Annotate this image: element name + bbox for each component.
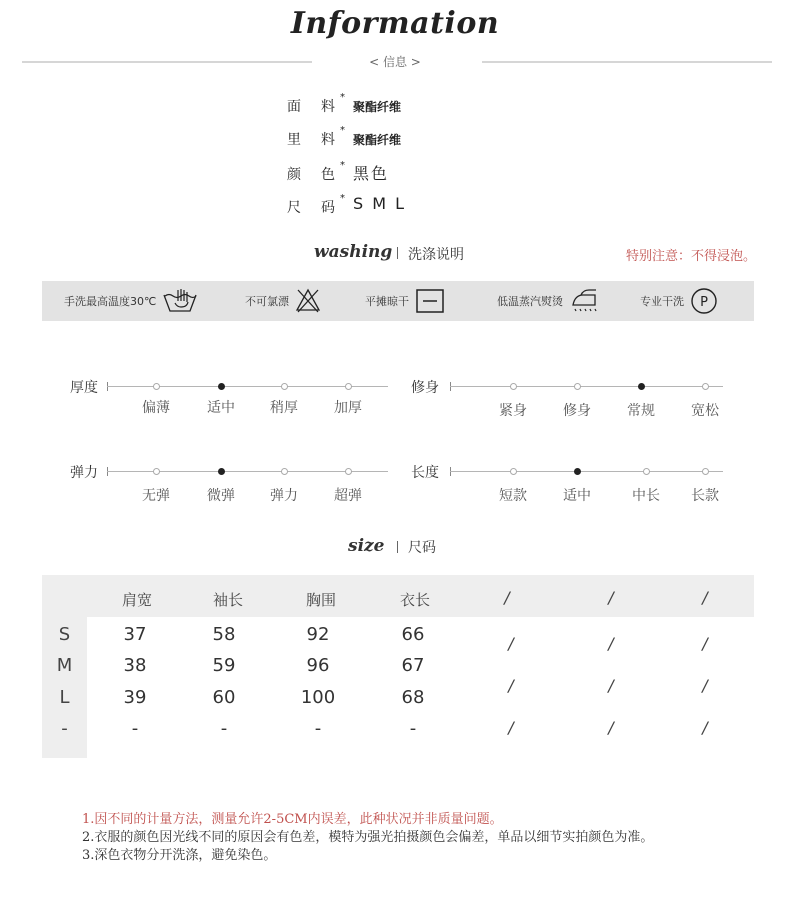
scale-option-label: 中长 <box>632 488 660 504</box>
scale-dot <box>281 383 288 390</box>
size-slash-cell: / <box>608 718 614 737</box>
spec-star: * <box>340 92 345 103</box>
footnote-2: 2.衣服的颜色因光线不同的原因会有色差，模特为强光拍摄颜色会偏差，单品以细节实拍颜色为准。 <box>82 830 654 845</box>
size-header-cell: 肩宽 <box>121 591 152 609</box>
size-header-cell: / <box>608 588 614 607</box>
scale-dot-selected <box>574 468 581 475</box>
page-subtitle: < 信息 > <box>369 55 421 69</box>
care-item-handwash <box>64 281 198 321</box>
washing-warning-note: 特别注意：不得浸泡。 <box>626 249 757 264</box>
spec-key-char2: 码 <box>321 200 335 216</box>
washing-title-en: washing <box>314 242 393 262</box>
scale-dot <box>643 468 650 475</box>
spec-value: 聚酯纤维 <box>353 133 402 147</box>
size-cell: 60 <box>212 687 236 708</box>
size-header-cell: 胸围 <box>305 591 336 609</box>
scale-dot <box>281 468 288 475</box>
scale-option-label: 适中 <box>207 400 235 416</box>
scale-dot-selected <box>218 383 225 390</box>
scale-dot <box>702 468 709 475</box>
care-item-dry-clean <box>640 281 718 321</box>
scale-dot <box>153 383 160 390</box>
size-cell: 68 <box>401 687 425 708</box>
scale-dot <box>574 383 581 390</box>
scale-option-label: 适中 <box>563 488 591 504</box>
scale-dot <box>153 468 160 475</box>
scale-option-label: 修身 <box>563 403 591 419</box>
scale-option-label: 偏薄 <box>142 400 170 416</box>
size-cell: 39 <box>123 687 147 708</box>
size-slash-cell: / <box>608 676 614 695</box>
size-cell: - <box>131 718 139 739</box>
footnote-1: 1.因不同的计量方法，测量允许2-5CM内误差，此种状况并非质量问题。 <box>82 812 503 827</box>
size-slash-cell: / <box>702 634 708 653</box>
care-item-steam-iron <box>497 281 601 321</box>
size-slash-cell: / <box>702 718 708 737</box>
scale-option-label: 微弹 <box>207 488 235 504</box>
spec-key-char1: 颜 <box>287 167 301 183</box>
washing-title-separator <box>397 247 398 259</box>
spec-value: S M L <box>353 194 407 213</box>
scale-dot-selected <box>638 383 645 390</box>
spec-star: * <box>340 125 345 136</box>
spec-star: * <box>340 160 345 171</box>
scale-dot <box>345 383 352 390</box>
size-row-label: S <box>58 624 71 645</box>
page-title: Information <box>290 6 500 41</box>
scale-option-label: 无弹 <box>142 488 170 504</box>
spec-key-char1: 面 <box>287 99 301 115</box>
care-label: 手洗最高温度30℃ <box>64 295 157 308</box>
size-cell: 38 <box>123 655 147 676</box>
spec-key-char1: 尺 <box>287 200 301 216</box>
scale-dot-selected <box>218 468 225 475</box>
scale-option-label: 加厚 <box>334 400 362 416</box>
care-label: 不可氯漂 <box>245 295 289 308</box>
size-cell: - <box>220 718 228 739</box>
size-slash-cell: / <box>608 634 614 653</box>
size-title-separator <box>397 541 398 553</box>
size-cell: 92 <box>306 624 330 645</box>
size-header-cell: 袖长 <box>212 591 243 609</box>
scale-dot <box>510 383 517 390</box>
size-row-label: M <box>56 655 73 676</box>
care-label: 专业干洗 <box>640 295 684 308</box>
scale-option-label: 弹力 <box>270 488 298 504</box>
scale-option-label: 稍厚 <box>270 400 298 416</box>
scale-option-label: 宽松 <box>691 403 719 419</box>
size-header-cell: 衣长 <box>399 591 430 609</box>
dry-clean-glyph: P <box>700 295 708 310</box>
size-slash-cell: / <box>508 634 514 653</box>
size-cell: - <box>409 718 417 739</box>
care-item-no-bleach <box>245 281 321 321</box>
washing-title-cn: 洗涤说明 <box>408 247 464 263</box>
scale-dot <box>345 468 352 475</box>
scale-option-label: 超弹 <box>334 488 362 504</box>
size-row-label: L <box>59 687 70 708</box>
size-cell: 58 <box>212 624 236 645</box>
size-cell: 100 <box>300 687 336 708</box>
spec-value: 聚酯纤维 <box>353 100 402 114</box>
steam-iron-icon <box>569 287 601 315</box>
size-cell: 59 <box>212 655 236 676</box>
scale-option-label: 常规 <box>627 403 655 419</box>
size-header-cell: / <box>702 588 708 607</box>
scale-label: 长度 <box>411 465 439 481</box>
care-label: 平摊晾干 <box>365 295 409 308</box>
scale-dot <box>510 468 517 475</box>
size-cell: 96 <box>306 655 330 676</box>
spec-key-char2: 色 <box>321 167 335 183</box>
size-cell: - <box>314 718 322 739</box>
scale-dot <box>702 383 709 390</box>
size-cell: 66 <box>401 624 425 645</box>
size-header-cell: / <box>504 588 510 607</box>
size-title-cn: 尺码 <box>408 540 436 556</box>
size-cell: 37 <box>123 624 147 645</box>
scale-track <box>450 386 723 387</box>
size-title-en: size <box>348 536 385 556</box>
handwash-30-icon <box>162 287 198 315</box>
dry-flat-icon <box>415 288 445 314</box>
size-slash-cell: / <box>508 676 514 695</box>
spec-key-char1: 里 <box>287 132 301 148</box>
size-slash-cell: / <box>702 676 708 695</box>
spec-key-char2: 料 <box>321 132 335 148</box>
care-instructions-bar <box>42 281 754 321</box>
care-label: 低温蒸汽熨烫 <box>497 295 563 308</box>
scale-label: 修身 <box>411 380 439 396</box>
scale-option-label: 短款 <box>499 488 527 504</box>
spec-value: 黑色 <box>353 164 390 183</box>
size-cell: 67 <box>401 655 425 676</box>
spec-star: * <box>340 193 345 204</box>
scale-label: 弹力 <box>70 465 98 481</box>
size-row-label: - <box>61 718 68 739</box>
scale-option-label: 长款 <box>691 488 719 504</box>
footnote-3: 3.深色衣物分开洗涤，避免染色。 <box>82 848 277 863</box>
dry-clean-p-icon <box>690 287 718 315</box>
spec-key-char2: 料 <box>321 99 335 115</box>
size-slash-cell: / <box>508 718 514 737</box>
scale-label: 厚度 <box>70 380 98 396</box>
scale-track <box>450 471 723 472</box>
no-bleach-icon <box>295 288 321 314</box>
care-item-dry-flat <box>365 281 445 321</box>
scale-option-label: 紧身 <box>499 403 527 419</box>
